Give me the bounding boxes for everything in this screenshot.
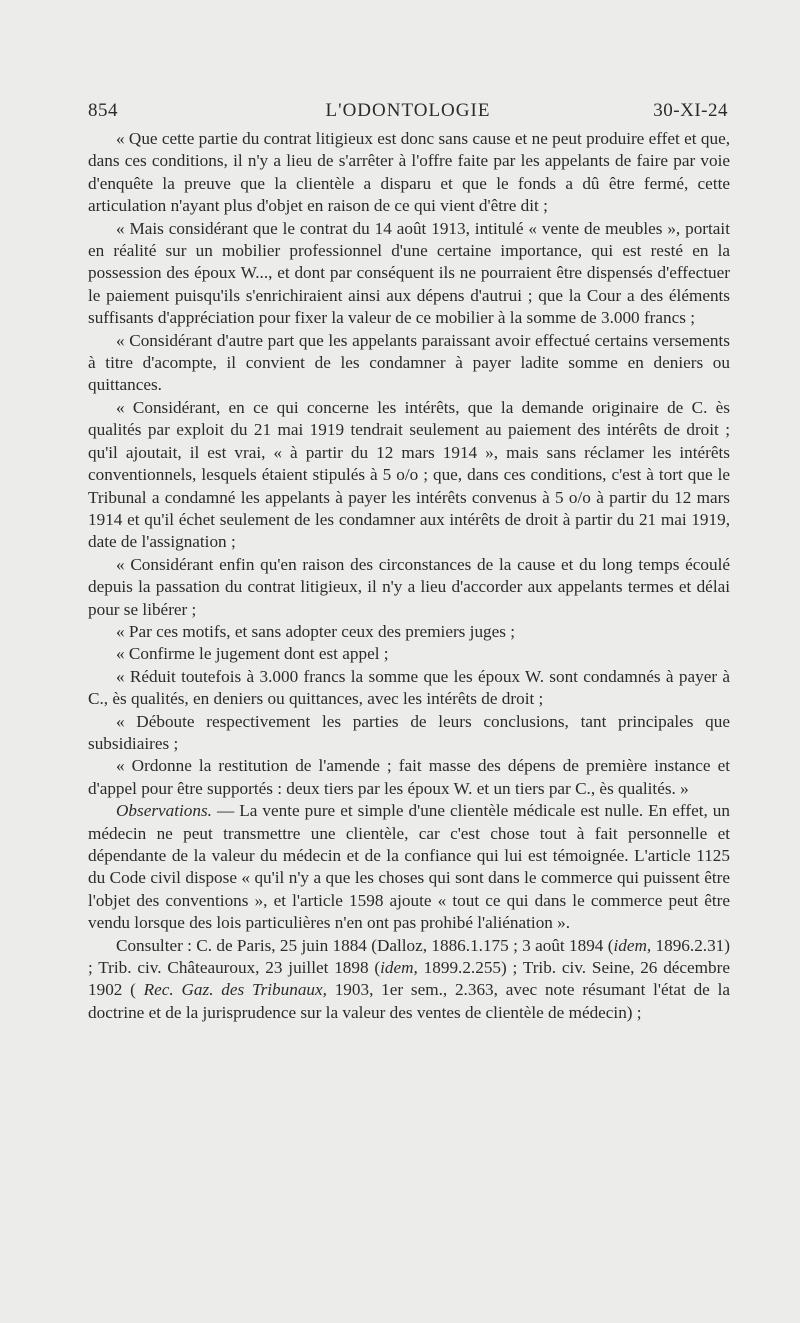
consulter-paragraph <box>88 935 730 1025</box>
paragraph: « Mais considérant que le contrat du 14 août 1913, intitulé « vente de meubles », portait en réalité sur un mobilier professionnel d'une certaine importance, qui est resté en la possession des époux W..., et dont par conséquent ils ne pourraient être dispensés d'effectuer le paiement puisqu'ils s'enrichiraient ainsi aux dépens d'autrui ; que la Cour a des éléments suffisants d'appréciation pour fixer la valeur de ce mobilier à la somme de 3.000 francs ; <box>88 218 730 328</box>
body-text <box>88 128 730 1024</box>
paragraph: « Considérant, en ce qui concerne les intérêts, que la demande originaire de C. ès qualités par exploit du 21 mai 1919 tendrait seulement au paiement des intérêts de droit ; qu'il ajoutait, il est vrai, « à partir du 12 mars 1914 », mais sans réclamer les intérêts conventionnels, lesquels étaient stipulés à 5 o/o ; que, dans ces conditions, c'est à tort que le Tribunal a condamné les appelants à payer les intérêts convenus à 5 o/o à partir du 12 mars 1914 et qu'il échet seulement de les condamner aux intérêts de droit à partir du 21 mai 1919, date de l'assignation ; <box>88 397 730 552</box>
observations-label: Observations. <box>116 801 212 821</box>
consulter-italic-1: idem, <box>613 935 652 955</box>
paragraph: « Déboute respectivement les parties de leurs conclusions, tant principales que subsidiaires ; <box>88 711 730 753</box>
paragraph: « Réduit toutefois à 3.000 francs la somme que les époux W. sont condamnés à payer à C., ès qualités, en deniers ou quittances, avec les intérêts de droit ; <box>88 666 730 709</box>
running-header <box>88 100 728 124</box>
consulter-text-4: 1903, 1er sem., 2.363, avec note résumant l'état de la doctrine et de la jurisprudence sur la valeur des ventes de clientèle de médecin) ; <box>88 980 730 1022</box>
paragraph: « Ordonne la restitution de l'amende ; fait masse des dépens de première instance et d'appel pour être supportés : deux tiers par les époux W. et un tiers par C., ès qualités. » <box>88 756 730 798</box>
page-number: 854 <box>88 100 118 121</box>
paragraph: « Considérant d'autre part que les appelants paraissant avoir effectué certains versements à titre d'acompte, il convient de les condamner à payer ladite somme en deniers ou quittances. <box>88 330 730 395</box>
paragraph: « Considérant enfin qu'en raison des circonstances de la cause et du long temps écoulé depuis la passation du contrat litigieux, il n'y a lieu d'accorder aux appelants termes et délai pour se libérer ; <box>88 554 730 619</box>
paragraph: « Par ces motifs, et sans adopter ceux des premiers juges ; <box>116 621 516 641</box>
consulter-text-3: 1899.2.255) ; Trib. civ. Seine, 26 décembre 1902 ( <box>88 958 730 1000</box>
consulter-italic-3: Rec. Gaz. des Tribunaux, <box>143 980 327 1000</box>
paragraph: « Que cette partie du contrat litigieux est donc sans cause et ne peut produire effet et que, dans ces conditions, il n'y a lieu de s'arrêter à l'offre faite par les appelants de faire par voie d'enquête la preuve que la clientèle a disparu et que le fonds a dû être fermé, cette articulation n'ayant plus d'objet en raison de ce qui vient d'être dit ; <box>88 129 730 216</box>
paragraph: « Confirme le jugement dont est appel ; <box>116 644 389 664</box>
observations-text: — La vente pure et simple d'une clientèle médicale est nulle. En effet, un médecin ne peut transmettre une clientèle, car c'est chose tout à fait personnelle et dépendante de la valeur du médecin et de la confiance qui lui est témoignée. L'article 1125 du Code civil dispose « qu'il n'y a que les choses qui sont dans le commerce qui puissent être l'objet des conventions », et l'article 1598 ajoute « tout ce qui dans le commerce peut être vendu lorsque des lois particulières n'en ont pas prohibé l'aliénation ». <box>88 801 730 933</box>
consulter-italic-2: idem, <box>380 958 418 978</box>
issue-date: 30-XI-24 <box>653 100 728 121</box>
observations-paragraph <box>88 800 730 934</box>
consulter-text-1: Consulter : C. de Paris, 25 juin 1884 (Dalloz, 1886.1.175 ; 3 août 1894 ( <box>116 935 614 955</box>
journal-title: L'ODONTOLOGIE <box>325 100 491 121</box>
consulter-text-2: 1896.2.31) ; Trib. civ. Châteauroux, 23 juillet 1898 ( <box>88 935 730 978</box>
